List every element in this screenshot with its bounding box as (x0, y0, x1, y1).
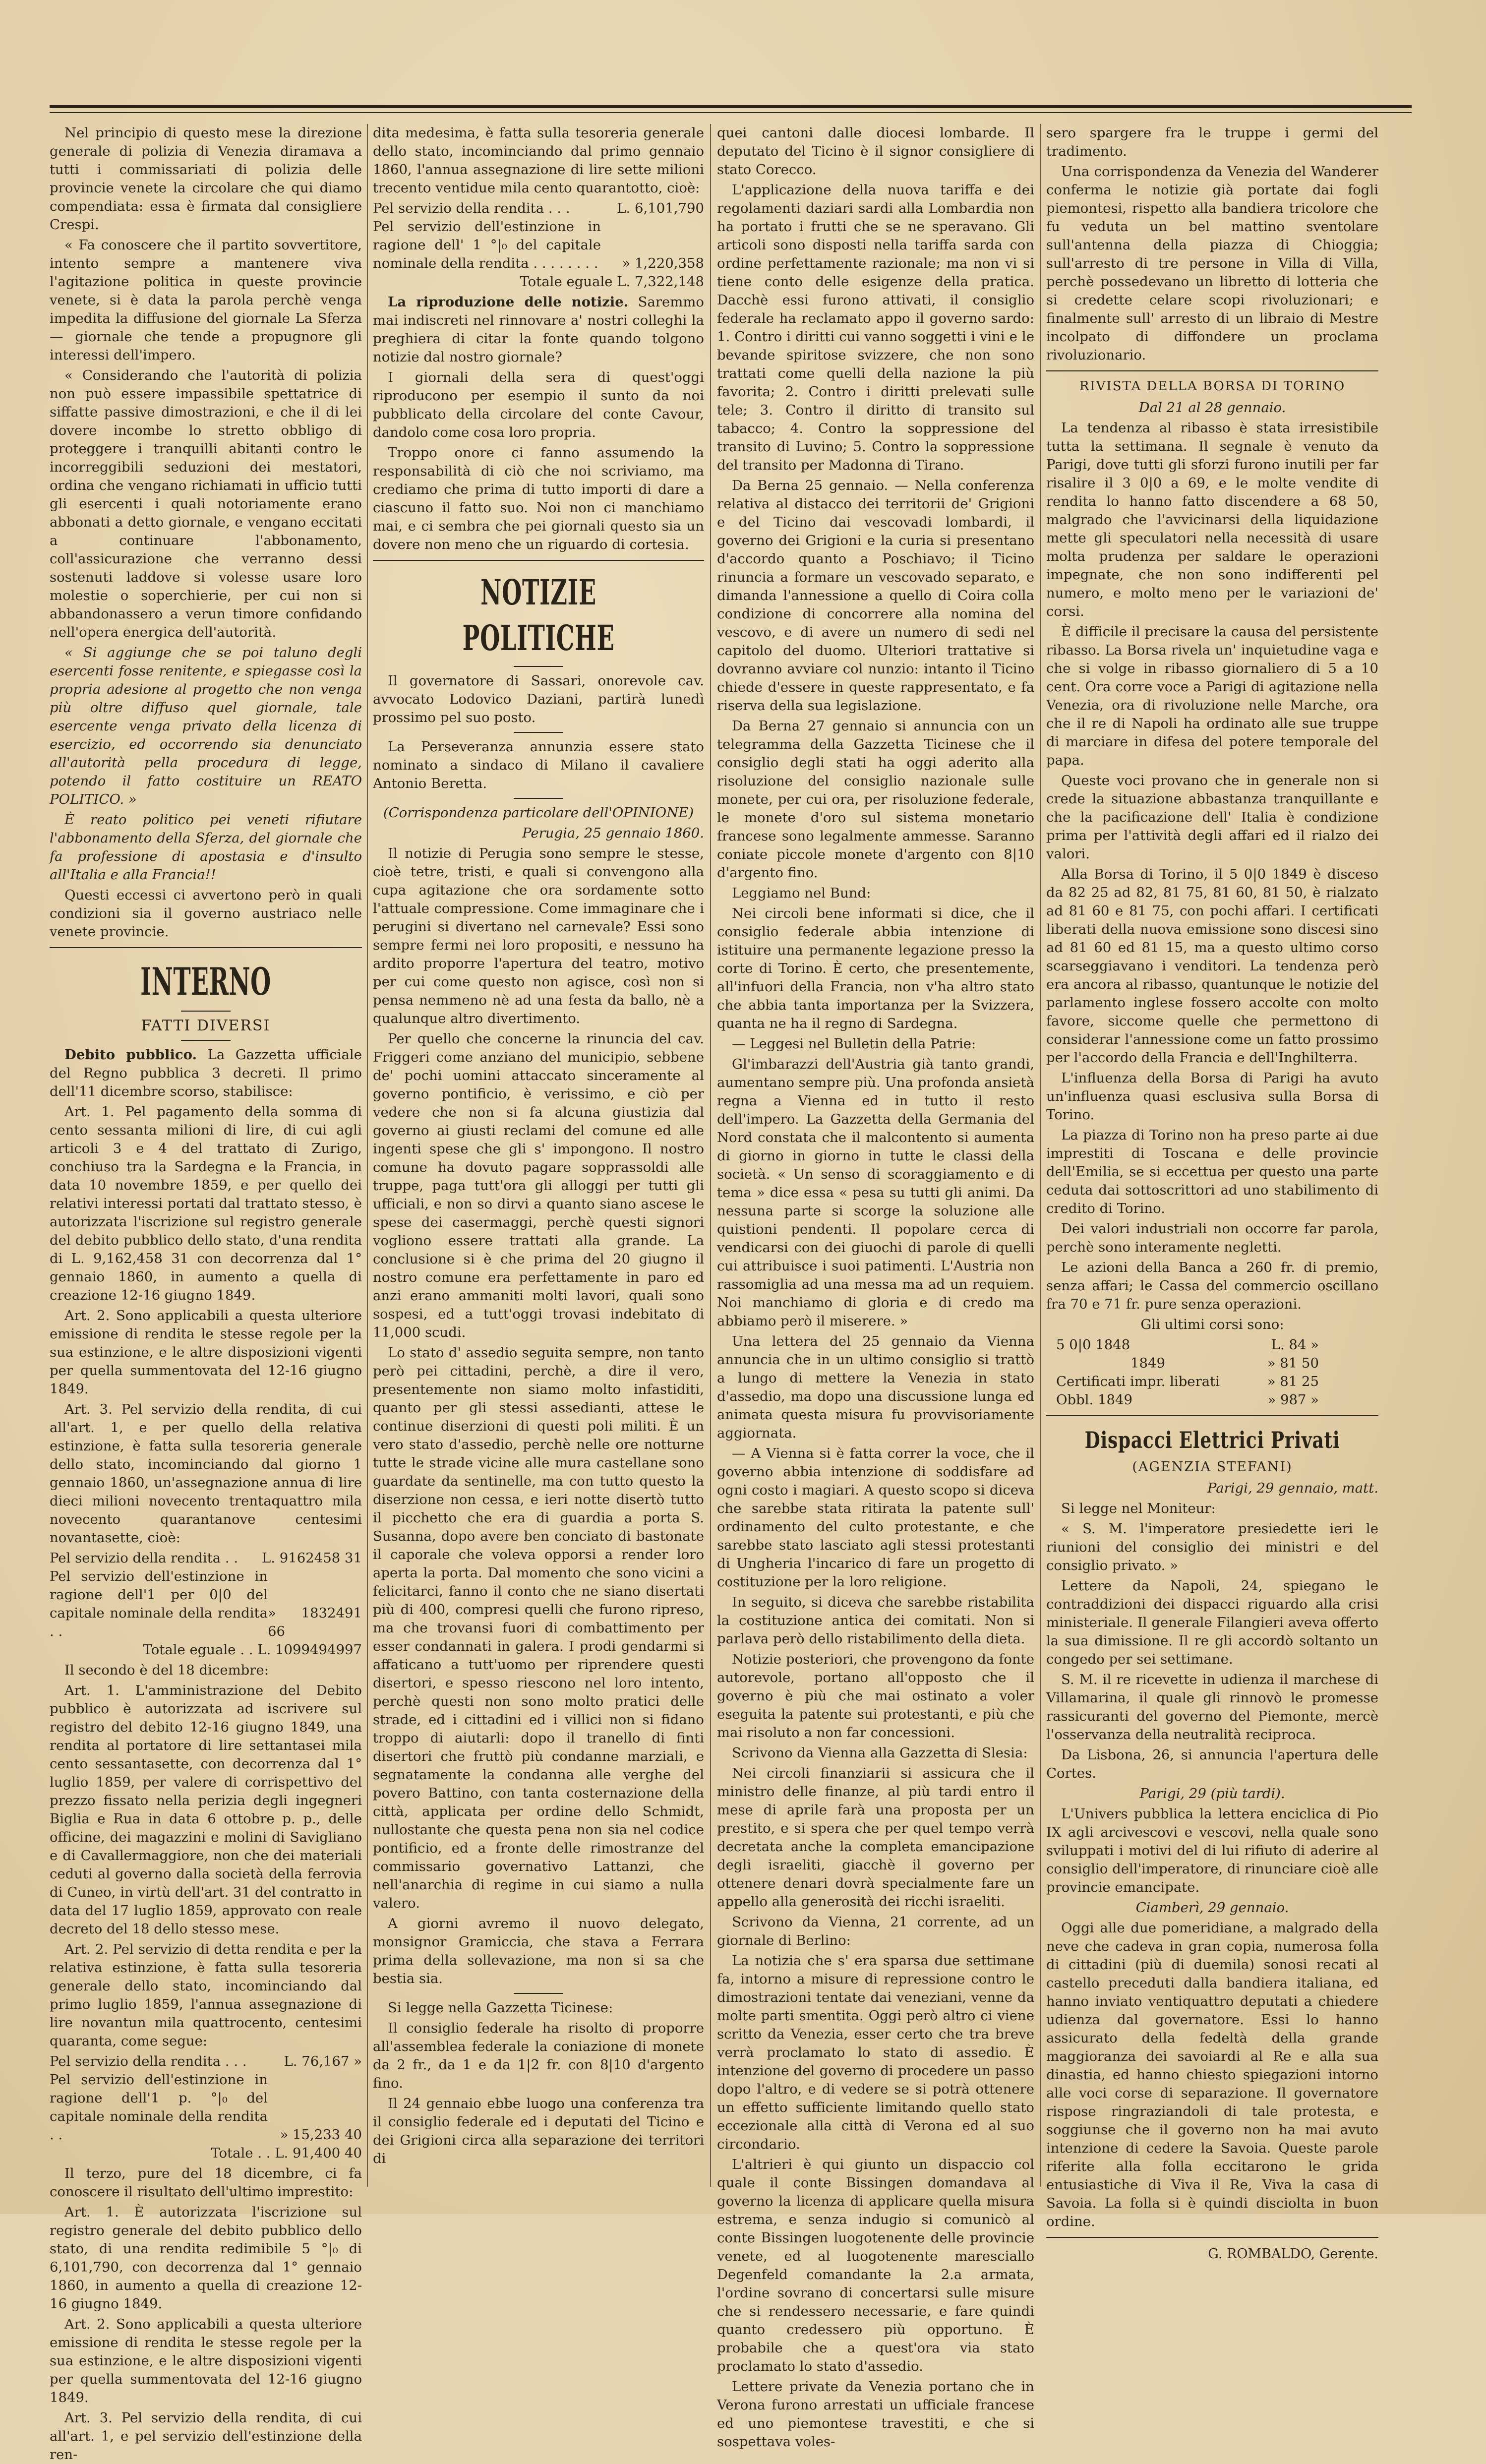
short-rule (514, 732, 563, 733)
section-rule (1046, 370, 1378, 371)
decree-article: Art. 3. Pel servizio della rendita, di cui all'art. 1, e pel servizio dell'estinzione della ren- (50, 2410, 362, 2463)
article-paragraph: Per quello che concerne la rinuncia del cav. Friggeri come anziano del municipio, sebbene de' pochi uomini attaccato sinceramente al governo pontificio, è verissimo, e ciò per vedere che non si fa alcuna giustizia dal governo ai giusti reclami del comune ed alle ingenti spese che gli s' impongono. Il nostro comune ha dovuto pagare sopprassoldi alle truppe, paga tutt'ora gli alloggi per tutti gli ufficiali, e non so dirvi a quanto siano ascese le spese dei casermaggi, perchè questi signori vogliono essere trattati alla grande. La conclusione si è che prima del 20 giugno il nostro comune era perfettamente in paro ed anzi erano ammaniti molti lavori, quali sono sospesi, ed a tutt'oggi trovasi indebitato di 11,000 scudi. (373, 1031, 704, 1340)
quote-label: 5 0|0 1848 (1056, 1337, 1130, 1353)
article-paragraph: Notizie posteriori, che provengono da fonte autorevole, portano all'opposto che il governo è più che mai ostinato a voler eseguita la patente sui protestanti, e più che mai risoluto a non far concessioni. (717, 1651, 1034, 1741)
article-paragraph: Questi eccessi ci avvertono però in quali condizioni sia il governo austriaco nelle venete provincie. (50, 887, 362, 940)
short-rule (514, 666, 563, 667)
table-row (50, 2052, 362, 2071)
article-text: La Gazzetta ufficiale del Regno pubblica 3 decreti. Il primo dell'11 dicembre scorso, stabilisce: (50, 1047, 362, 1099)
article-headline: La riproduzione delle notizie. (388, 294, 629, 310)
correspondence-heading: (Corrispondenza particolare dell'OPINIONE) (383, 805, 694, 821)
table-row (1056, 1391, 1319, 1409)
quote-value: » 81 50 (1267, 1355, 1319, 1371)
top-rule (50, 105, 1412, 108)
row-value: L. 6,101,790 (617, 200, 704, 216)
decree-article: Art. 2. Pel servizio di detta rendita e per la relativa estinzione, è fatta sulla tesoreria generale dello stato, incominciando dal primo luglio 1859, l'annua assegnazione di lire novantun mila quattrocento, centesimi quaranta, come segue: (50, 1941, 362, 2049)
article-paragraph: L'applicazione della nuova tariffa e dei regolamenti daziari sardi alla Lombardia non ha portato i frutti che se ne speravano. Gli articoli sono disposti nella tariffa sarda con ordine perfettamente razionale; ma non vi si tiene conto delle esigenze della pratica. Dacchè essi furono attivati, il consiglio federale ha reclamato appo il governo sardo: 1. Contro i diritti cui vanno soggetti i vini e le bevande spiritose svizzere, che non sono trattati come quelli della nazione la più favorita; 2. Contro i diritti prelevati sulle tele; 3. Contro il diritto di transito sul tabacco; 4. Contro la soppressione del transito di Luvino; 5. Contro la soppressione del transito per Madonna di Tirano. (717, 182, 1034, 473)
row-label: Pel servizio dell'estinzione in ragione dell' 1 °|₀ del capitale nominale della rendita . . . . . . . . (373, 219, 601, 271)
article-paragraph: Il governatore di Sassari, onorevole cav. avvocato Lodovico Daziani, partirà lunedì prossimo pel suo posto. (373, 673, 704, 725)
table-row (50, 1549, 362, 1567)
table-row (373, 218, 704, 273)
section-title-rivista-borsa: RIVISTA DELLA BORSA DI TORINO (1079, 379, 1346, 394)
article-paragraph: Una corrispondenza da Venezia del Wanderer conferma le notizie già portate dai fogli piemontesi, rispetto alla bandiera tricolore che fu veduta un bel mattino sventolare sull'antenna della piazza di Chioggia; sull'arresto di tre persone in Villa di Villa, perchè possedevano un libretto di lotteria che si credette celare scopi rivoluzionari; e finalmente sull' arresto di un libraio di Mestre incolpato di diffondere un proclama rivoluzionario. (1046, 164, 1378, 363)
article-paragraph: L'altrieri è qui giunto un dispaccio col quale il conte Bissingen domandava al governo la licenza di applicare quella misura estrema, e senza indugio si comunicò al conte Bissingen luogotenente delle provincie venete, ed al luogotenente maresciallo Degenfeld comandante la 2.a armata, l'ordine sovrano di concertarsi sulle misure che si rendessero necessarie, e fare quindi quanto credessero più opportuno. È probabile che a quest'ora via stato proclamato lo stato d'assedio. (717, 2157, 1034, 2374)
article-paragraph: L'Univers pubblica la lettera enciclica di Pio IX agli arcivescovi e vescovi, nella quale sono sviluppati i motivi del di lui rifiuto di aderire al consiglio dell'imperatore, di rinunciare cioè alle provincie emancipate. (1046, 1806, 1378, 1895)
article-paragraph: Il terzo, pure del 18 dicembre, ci fa conoscere il risultato dell'ultimo imprestito: (50, 2165, 362, 2200)
article-paragraph: Lo stato d' assedio seguita sempre, non tanto però pei cittadini, perchè, a dire il vero, presentemente non siamo molto infastiditi, quanto per gli stessi assedianti, attese le continue diserzioni di questi poli militi. È un vero stato d'assedio, perchè nelle ore notturne tutte le strade vicine alle mura castellane sono guardate da sentinelle, ma con tutto questo la diserzione non cessa, e ieri notte disertò tutto il picchetto che era di guardia a porta S. Susanna, dopo avere ben conciato di bastonate il caporale che voleva opporsi a render loro aperta la porta. Dal momento che sono vicini a felicitarci, fanno il conto che ne siano disertati più di 400, compresi quelli che furono ripreso, ma che trovansi fuori di combattimento per esser condannati in galera. I prodi gendarmi si affaticano a tutt'uomo per riprendere questi disertori, e spesso riescono nel loro intento, perchè questi non sono molto pratici delle strade, ed i cittadini ed i villici non si fidano troppo di aiutarli: dopo il tranello di finti disertori che fruttò più condanne marziali, e segnatamente la condanna alle verghe del povero Battino, con tanta costernazione della città, applicata per ordine dello Schmidt, nullostante che questa pena non sia nel codice pontificio, ed a fronte delle rimostranze del commissario governativo Lattanzi, che nell'anarchia di regime in cui siamo a nulla valero. (373, 1345, 704, 1911)
article-paragraph: In seguito, si diceva che sarebbe ristabilita la costituzione antica dei comitati. Non si parlava però dello ristabilimento della dieta. (717, 1594, 1034, 1647)
article-paragraph: Il consiglio federale ha risolto di proporre all'assemblea federale la coniazione di monete da 2 fr., da 1 e da 1|2 fr. con 8|10 d'argento fino. (373, 2020, 704, 2091)
article-paragraph: Lettere private da Venezia portano che in Verona furono arrestati un ufficiale francese ed uno piemontese travestiti, e che si sospettava voles- (717, 2379, 1034, 2450)
decree-article: Art. 1. L'amministrazione del Debito pubblico è autorizzata ad iscrivere sul registro del debito 12-16 giugno 1849, una rendita al portatore di lire settantasei mila cento sessantasette, con decorrenza dal 1° luglio 1859, per valere di corrispettivo del prezzo fissato nella perizia degli ingegneri Biglia e Rua in data 6 ottobre p. p., delle officine, dei magazzini e molini di Savigliano e di Cavallermaggiore, non che dei materiali ceduti al governo dalla società della ferrovia di Cuneo, in virtù dell'art. 31 del contratto in data del 17 luglio 1859, approvato con reale decreto del 18 dello stesso mese. (50, 1683, 362, 1937)
article-paragraph: La Perseveranza annunzia essere stato nominato a sindaco di Milano il cavaliere Antonio Beretta. (373, 739, 704, 791)
table-total: Totale eguale L. 7,322,148 (520, 274, 704, 290)
article-quote: « Si aggiunge che se poi taluno degli esercenti fosse renitente, e spiegasse così la propria adesione al progetto che non venga più oltre diffuso quel giornale, tale esercente venga privato della licenza di esercizio, ed occorrendo sia denunciato all'autorità pella procedura di legge, potendo il fatto costituire un REATO POLITICO. » (50, 645, 362, 807)
article-paragraph: Dei valori industriali non occorre far parola, perchè sono interamente negletti. (1046, 1221, 1378, 1255)
quotes-table (1046, 1336, 1378, 1409)
article-paragraph: Nei circoli finanziarii si assicura che il ministro delle finanze, al più tardi entro il mese di aprile farà una proposta per un prestito, e si spera che per quel tempo verrà decretata anche la completa emancipazione degli israeliti, giacchè il governo per ottenere denari dovrà specialmente fare un appello alla generosità dei ricchi israeliti. (717, 1765, 1034, 1910)
article-quote: « Considerando che l'autorità di polizia non può essere impassibile spettatrice di siffatte passive dimostrazioni, e che il di lei dovere incombe lo stretto obbligo di proteggere i tranquilli abitanti contro le incorreggibili seduzioni dei mestatori, ordina che vengano richiamati in ufficio tutti gli esercenti i quali notoriamente erano abbonati a detto giornale, e vengano eccitati a continuare l'abbonamento, coll'assicurazione che verranno dessi sostenuti laddove si volesse usare loro molestie o soperchierie, per cui non si abbandonassero a verun timore confidando nell'opera energica dell'autorità. (50, 367, 362, 640)
row-label: Pel servizio dell'estinzione in ragione dell'1 per 0|0 del capitale nominale della rendita . . (50, 1568, 268, 1639)
article-paragraph: Si legge nella Gazzetta Ticinese: (388, 2000, 613, 2016)
article-paragraph: dita medesima, è fatta sulla tesoreria generale dello stato, incominciando dal primo gennaio 1860, l'annua assegnazione di lire sette milioni trecento ventidue mila cento quarantotto, cioè: (373, 125, 704, 196)
quote-value: » 987 » (1267, 1392, 1319, 1408)
article-paragraph: Nei circoli bene informati si dice, che il consiglio federale abbia intenzione di istituire una permanente legazione presso la corte di Torino. È certo, che presentemente, all'infuori della Francia, non v'ha altro stato che abbia tanta importanza per la Svizzera, quanta ne ha il regno di Sardegna. (717, 905, 1034, 1031)
column-divider (1040, 124, 1041, 2187)
article-paragraph: La piazza di Torino non ha preso parte ai due imprestiti di Toscana e delle provincie dell'Emilia, se si eccettua per questo una parte ceduta dai sottoscrittori ad uno stabilimento di credito di Torino. (1046, 1127, 1378, 1216)
section-title-dispacci: Dispacci Elettrici Privati (1084, 1427, 1340, 1453)
row-label: Pel servizio della rendita . . . (373, 200, 570, 216)
short-rule (181, 1011, 231, 1012)
article-paragraph: Da Berna 27 gennaio si annuncia con un telegramma della Gazzetta Ticinese che il consiglio degli stati ha oggi aderito alla risoluzione del consiglio nazionale sulle monete, per cui ora, per risoluzione federale, le monete d'oro sul sistema monetario francese sono legalmente ammesse. Saranno coniate piccole monete d'argento con 8|10 d'argento fino. (717, 718, 1034, 881)
article-paragraph: I giornali della sera di quest'oggi riproducono per esempio il sunto da noi pubblicato della circolare del conte Cavour, dandolo come cosa loro propria. (373, 369, 704, 440)
article-paragraph: Troppo onore ci fanno assumendo la responsabilità di ciò che noi scriviamo, ma crediamo che prima di tutto importi di dare a ciascuno il fatto suo. Noi non ci manchiamo mai, e ci sembra che pei giornali questo sia un dovere non meno che un riguardo di cortesia. (373, 445, 704, 552)
row-value: » 1,220,358 (622, 255, 704, 271)
article-paragraph: È reato politico pei veneti rifiutare l'abbonamento della Sferza, del giornale che fa professione di apostasia e d'insulto all'Italia e alla Francia!! (50, 812, 362, 883)
table-row (373, 199, 704, 218)
quote-value: » 81 25 (1267, 1374, 1319, 1389)
article-paragraph: È difficile il precisare la causa del persistente ribasso. La Borsa rivela un' inquietudine vaga e che si volge in ribasso giornaliero di 5 a 10 cent. Ora corre voce a Parigi di agitazione nella Venezia, ora di rivoluzione nelle Marche, ora che il re di Napoli ha ordinato alle sue truppe di marciare in difesa del potere temporale del papa. (1046, 624, 1378, 768)
dateline: Perugia, 25 gennaio 1860. (522, 825, 704, 841)
article-paragraph: La notizia che s' era sparsa due settimane fa, intorno a misure di repressione contro le dimostrazioni tentate dai veneziani, venne da molte parti smentita. Oggi però altro ci viene scritto da Venezia, esser certo che tra breve verrà proclamato lo stato di assedio. È intenzione del governo di procedere un passo dopo l'altro, e di vedere se si potrà ottenere un effetto sufficiente limitando quello stato eccezionale alla città di Verona ed al suo circondario. (717, 1953, 1034, 2152)
article-paragraph: Il 24 gennaio ebbe luogo una conferenza tra il consiglio federale ed i deputati del Ticino e dei Grigioni circa alla separazione dei territori di (373, 2096, 704, 2166)
article-paragraph: Da Berna 25 gennaio. — Nella conferenza relativa al distacco dei territorii de' Grigioni e del Ticino dai vescovadi lombardi, il governo dei Grigioni e la curia si presentano d'accordo quanto a Poschiavo; il Ticino rinuncia a formare un vescovado separato, e dimanda l'annessione a quello di Coira colla condizione di concorrere alla nomina del vescovo, e di avere un numero di sedi nel capitolo del duomo. Ulteriori trattative si dovranno avviare col nunzio: intanto il Ticino chiede d'essere in queste rappresentato, e fa riserva della sua legislazione. (717, 478, 1034, 714)
decree-article: Art. 3. Pel servizio della rendita, di cui all'art. 1, e per quello della relativa estinzione, è fatta sulla tesoreria generale dello stato, incominciando dal giorno 1 gennaio 1860, un'assegnazione annua di lire dieci milioni novecento trentaquattro mila novecento quarantanove centesimi novantasette, cioè: (50, 1401, 362, 1546)
decree-article: Art. 1. Pel pagamento della somma di cento sessanta milioni di lire, di cui agli articoli 3 e 4 del trattato di Zurigo, conchiuso tra la Sardegna e la Francia, in data 10 novembre 1859, e per quello dei relativi interessi portati dal trattato stesso, è autorizzata l'iscrizione sul registro generale del debito pubblico dello stato, d'una rendita di L. 9,162,458 31 con decorrenza dal 1° gennaio 1860, in aumento a quella di creazione 12-16 giugno 1849. (50, 1104, 362, 1303)
article-paragraph: A giorni avremo il nuovo delegato, monsignor Gramiccia, che stava a Ferrara prima della sollevazione, ma non si sa che bestia sia. (373, 1916, 704, 1986)
section-rule (50, 947, 362, 948)
column-1 (50, 124, 362, 2463)
article-paragraph: Il secondo è del 18 dicembre: (64, 1662, 269, 1678)
section-rule (1046, 2237, 1378, 2238)
article-paragraph: S. M. il re ricevette in udienza il marchese di Villamarina, il quale gli rinnovò le promesse rassicuranti del governo del Piemonte, mercè l'osservanza della neutralità reciproca. (1046, 1672, 1378, 1743)
row-value: L. 9162458 31 (262, 1550, 362, 1566)
short-rule (181, 1040, 231, 1041)
article-paragraph: « S. M. l'imperatore presiedette ieri le riunioni del consiglio dei ministri e del consiglio privato. » (1046, 1521, 1378, 1573)
article-paragraph: Alla Borsa di Torino, il 5 0|0 1849 è disceso da 82 25 ad 82, 81 75, 81 60, 81 50, è rialzato ad 81 60 e 81 75, con pochi affari. I certificati liberati della nuova emissione sono discesi sino ad 81 60 ed 81 15, ma a questo ultimo corso scarseggiavano i venditori. La tendenza però era ancora al ribasso, quantunque le notizie del parlamento inglese fossero accolte con molto favore, siccome quelle che permettono di considerar l'annessione come un fatto prossimo per l'accordo della Francia e dell'Inghilterra. (1046, 866, 1378, 1066)
section-rule (1046, 1415, 1378, 1416)
agency-name: (AGENZIA STEFANI) (1132, 1459, 1293, 1475)
dateline: Parigi, 29 (più tardi). (1139, 1786, 1285, 1802)
column-divider (710, 124, 711, 2187)
gerente-signature: G. ROMBALDO, Gerente. (1208, 2246, 1378, 2262)
section-title-interno: INTERNO (140, 960, 271, 1004)
article-paragraph: quei cantoni dalle diocesi lombarde. Il deputato del Ticino è il signor consigliere di stato Corecco. (717, 125, 1034, 178)
row-label: Pel servizio della rendita . . . (50, 2053, 247, 2069)
article-paragraph: Oggi alle due pomeridiane, a malgrado della neve che cadeva in gran copia, numerosa folla di cittadini (più di duemila) sonosi recati al castello preceduti dalla bandiera italiana, ed hanno inviato ventiquattro deputati a chiedere udienza dal governatore. Essi lo hanno assicurato della fedeltà della grande maggioranza dei savoiardi al Re e alla sua dinastia, ed hanno chiesto spiegazioni intorno alle voci corse di separazione. Il governatore rispose ringraziandoli di tale protesta, e soggiunse che il governo non ha mai avuto intenzione di cedere la Savoia. Queste parole riferite alla folla eccitarono le grida entusiastiche di Viva il Re, Viva la casa di Savoia. La folla si è quindi disciolta in buon ordine. (1046, 1920, 1378, 2229)
dateline: Dal 21 al 28 gennaio. (1138, 400, 1286, 416)
decree-article: Art. 2. Sono applicabili a questa ulteriore emissione di rendita le stesse regole per la sua estinzione, e le altre disposizioni vigenti per quella summentovata del 12-16 giugno 1849. (50, 2316, 362, 2405)
dateline: Parigi, 29 gennaio, matt. (1207, 1480, 1378, 1496)
row-value: » 15,233 40 (280, 2127, 362, 2143)
decree-article: Art. 2. Sono applicabili a questa ulteriore emissione di rendita le stesse regole per la sua estinzione, e le altre disposizioni vigenti per quella summentovata del 12-16 giugno 1849. (50, 1308, 362, 1397)
quote-label: Obbl. 1849 (1056, 1392, 1133, 1408)
column-divider (367, 124, 368, 2187)
article-paragraph: — Leggesi nel Bulletin della Patrie: (732, 1036, 976, 1052)
article-paragraph: — A Vienna si è fatta correr la voce, che il governo abbia intenzione di soddisfare ad ogni costo i magiari. A questo scopo si diceva che sarebbe stata ritirata la patente sull' ordinamento del culto protestante, e che sarebbe stato lasciato agli stessi protestanti di Ungheria l'incarico di fare un progetto di costituzione per la loro religione. (717, 1445, 1034, 1590)
quote-label: 1849 (1130, 1355, 1165, 1371)
subsection-title: FATTI DIVERSI (141, 1017, 271, 1034)
quote-label: Certificati impr. liberati (1056, 1374, 1220, 1389)
article-paragraph: Da Lisbona, 26, si annuncia l'apertura delle Cortes. (1046, 1747, 1378, 1781)
article-headline: Debito pubblico. (64, 1047, 197, 1063)
article-paragraph: Queste voci provano che in generale non si crede la situazione abbastanza tranquillante e che la pacificazione dell' Italia è condizione prima per l'attività degli affari ed il rialzo dei valori. (1046, 773, 1378, 862)
article-paragraph (50, 1046, 362, 1101)
section-rule (373, 560, 704, 561)
column-3 (717, 124, 1034, 2450)
table-row (1056, 1373, 1319, 1391)
section-title-notizie-politiche: NOTIZIE POLITICHE (462, 572, 615, 659)
table-total: Totale . . L. 91,400 40 (211, 2145, 362, 2161)
table-total: Totale eguale . . L. 1099494997 (143, 1642, 362, 1658)
dateline: Ciamberì, 29 gennaio. (1135, 1900, 1289, 1916)
article-paragraph: Gl'imbarazzi dell'Austria già tanto grandi, aumentano sempre più. Una profonda ansietà regna a Vienna ed in tutto il resto dell'impero. La Gazzetta della Germania del Nord constata che il malcontento si aumenta di giorno in giorno in tutte le classi della società. « Un senso di scoraggiamento e di tema » dice essa « pesa su tutti gli animi. Da nessuna parte si scorge la soluzione alle quistioni pendenti. Il popolare cerca di vendicarsi con dei giuochi di parole di quelli cui attribuisce i suoi patimenti. L'Austria non rassomiglia ad una messa ma ad un requiem. Noi manchiamo di gloria e di credo ma abbiamo però il miserere. » (717, 1056, 1034, 1329)
table-row (1056, 1336, 1319, 1354)
article-paragraph: Una lettera del 25 gennaio da Vienna annuncia che in un ultimo consiglio si trattò a lungo di mettere la Venezia in stato d'assedio, ma dopo una discussione lunga ed animata questa misura fu provvisoriamente aggiornata. (717, 1333, 1034, 1441)
article-paragraph: Lettere da Napoli, 24, spiegano le contraddizioni dei dispacci riguardo alla crisi ministeriale. Il generale Filangieri aveva offerto la sua dimissione. Il re gli accordò soltanto un congedo per sei settimane. (1046, 1578, 1378, 1667)
short-rule (514, 798, 563, 799)
table-row (50, 1567, 362, 1641)
article-paragraph: Scrivono da Vienna alla Gazzetta di Slesia: (732, 1745, 1028, 1761)
column-4 (1046, 124, 1378, 2262)
short-rule (514, 1993, 563, 1994)
row-value: » 1832491 66 (268, 1605, 362, 1639)
top-rule-thin (50, 112, 1412, 113)
article-paragraph: Si legge nel Moniteur: (1061, 1501, 1216, 1516)
article-paragraph: sero spargere fra le truppe i germi del tradimento. (1046, 125, 1378, 159)
article-paragraph: Il notizie di Perugia sono sempre le stesse, cioè tetre, tristi, e quali si convengono alla cupa agitazione che ora sordamente sotto l'attuale compressione. Come immaginare che i perugini si divertano nel carnevale? Essi sono sempre fermi nei loro propositi, e nessuno ha ardito proporre l'apertura del teatro, motivo per cui come questo non agisce, così non si pensa nemmeno nè ad una festa da ballo, nè a qualunque altro divertimento. (373, 845, 704, 1026)
table-row (1056, 1354, 1319, 1373)
row-label: Pel servizio dell'estinzione in ragione dell'1 p. °|₀ del capitale nominale della rendita . . (50, 2072, 268, 2143)
quote-value: L. 84 » (1271, 1337, 1319, 1353)
decree-article: Art. 1. È autorizzata l'iscrizione sul registro generale del debito pubblico dello stato, di una rendita redimibile 5 °|₀ di 6,101,790, con decorrenza dal 1° gennaio 1860, in aumento a quella di creazione 12-16 giugno 1849. (50, 2204, 362, 2312)
article-paragraph: Le azioni della Banca a 260 fr. di premio, senza affari; le Cassa del commercio oscillano fra 70 e 71 fr. pure senza operazioni. (1046, 1260, 1378, 1312)
quotes-heading: Gli ultimi corsi sono: (1140, 1317, 1284, 1332)
article-paragraph: L'influenza della Borsa di Parigi ha avuto un'influenza quasi esclusiva sulla Borsa di Torino. (1046, 1070, 1378, 1123)
article-paragraph: Leggiamo nel Bund: (732, 885, 871, 901)
article-paragraph (373, 293, 704, 366)
row-label: Pel servizio della rendita . . (50, 1550, 238, 1566)
article-paragraph: Nel principio di questo mese la direzione generale di polizia di Venezia diramava a tutti i commissariati di polizia delle provincie venete la circolare che qui diamo compendiata: essa è firmata dal consigliere Crespi. (50, 125, 362, 233)
article-text: Saremmo mai indiscreti nel rinnovare a' nostri colleghi la preghiera di citar la fonte quando tolgono notizie dal nostro giornale? (373, 294, 704, 365)
column-2 (373, 124, 704, 2182)
article-paragraph: La tendenza al ribasso è stata irresistibile tutta la settimana. Il segnale è venuto da Parigi, dove tutti gli sforzi furono inutili per far risalire il 3 0|0 a 69, e le molte vendite di rendita lo hanno fatto discendere a 68 50, malgrado che l'avvicinarsi della liquidazione mette gli speculatori nella necessità di usare molta prudenza per saldare le operazioni impegnate, che non sono indifferenti pel numero, e molto meno per le variazioni de' corsi. (1046, 420, 1378, 619)
row-value: L. 76,167 » (284, 2053, 362, 2069)
table-row (50, 2071, 362, 2144)
article-paragraph: Scrivono da Vienna, 21 corrente, ad un giornale di Berlino: (717, 1914, 1034, 1948)
article-quote: « Fa conoscere che il partito sovvertitore, intento sempre a mantenere viva l'agitazione politica in queste provincie venete, si è data la parola perchè venga impedita la diffusione del giornale La Sferza — giornale che tende a propugnore gli interessi dell'impero. (50, 237, 362, 363)
